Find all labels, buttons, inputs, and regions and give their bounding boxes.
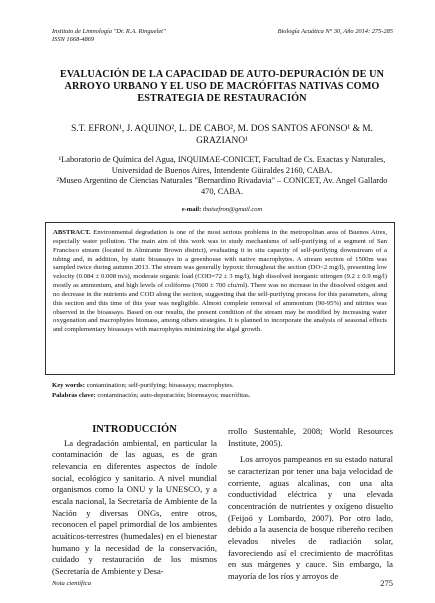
page-number: 275 [380,578,393,588]
journal-name: Instituto de Limnología "Dr. R.A. Ringuelet" [52,28,166,35]
palabras-clave [52,391,392,400]
running-header-right: Biología Acuática N° 30, Año 2014: 275-285 [277,28,393,35]
abstract-text: Environmental degradation is one of the most serious problems in the metropolitan area of Buenos Aires, especially water pollution. The main aim of this work was to study mechanisms of self-purifying of a segment of San Francisco stream (located in Almirante Brown district), evaluating it in situ capacity of self-purifying downstream of a tubing and, in addition, by static bioassays in a greenhouse with native macrophytes. A stream section of 1500m was sampled twice during autumn 2013. The stream was generally hypoxic throughout the section (DO<2 mg/l), presenting low velocity (0.084 ± 0.008 m/s), moderate organic load (COD=72 ± 3 mg/l), high dissolved inorganic nitrogen (9.2 ± 0.9 mg/l) mostly as ammonium, and high levels of coliforms (7600 ± 700 cfu/ml). There was no increase in the dissolved oxigen and no decrease in the nutrients and COD along the section, suggesting that the self-purifying process for this parameters, along this section and this time of this year was negligible. Almost complete removal of ammonium (90-95%) and nitrites was observed in the bioassays. Based on our results, the present condition of the stream may be modified by increasing water oxygenation and macrophytes biomass, among others strategies. It is planned to incorporate the analysis of seasonal effects and complementary bioassays with macrophytes minimizing the algal growth. [53,229,388,334]
running-header-left [52,28,166,45]
issn: ISSN 1668-4869 [52,36,95,44]
email-address[interactable]: thaisefron@gmail.com [202,206,263,213]
keywords-text: contamination; self-purifying; bioassays; macrophytes. [86,382,234,389]
contact-email [52,206,392,213]
authors: S.T. EFRON¹, J. AQUINO², L. DE CABO², M. DOS SANTOS AFONSO¹ & M. GRAZIANO¹ [71,124,373,146]
column-right [228,426,393,583]
abstract-label: ABSTRACT. [53,229,91,236]
palabras-text: contaminación; auto-depuración; bioensayos; macrófitas. [97,392,251,399]
paragraph-1: La degradación ambiental, en particular la contaminación de las aguas, es de gran relevancia en diferentes aspectos de índole social, ecológico y sanitario. A nivel mundial organismos como la ONU y la UNESCO, y a escala nacional, la Secretaría de Ambiente de la Nación y diversas ONGs, entre otros, reconocen el papel primordial de los ambientes acuáticos-terrestres (humedales) en el bienestar humano y la necesidad de la conservación, cuidado y restauración de los mismos (Secretaría de Ambiente y Desa- [52,437,217,576]
affiliations [52,155,392,197]
column-left [52,424,217,578]
keywords-label: Key words: [52,382,85,389]
abstract-box [45,222,395,375]
affiliation-2: ²Museo Argentino de Ciencias Naturales "Bernardino Rivadavia" – CONICET, Av. Angel Gallardo 470, CABA. [56,176,388,196]
email-label: e-mail: [181,206,202,213]
section-heading-introduccion: INTRODUCCIÓN [92,424,177,435]
paper-title: EVALUACIÓN DE LA CAPACIDAD DE AUTO-DEPURACIÓN DE UN ARROYO URBANO Y EL USO DE MACRÓFITAS NATIVAS COMO ESTRATEGIA DE RESTAURACIÓN [59,69,385,104]
affiliation-1: ¹Laboratorio de Química del Agua, INQUIMAE-CONICET, Facultad de Cs. Exactas y Naturales, Universidad de Buenos Aires, Intendente Güiraldes 2160, CABA. [58,155,386,175]
palabras-label: Palabras clave: [52,392,96,399]
footer-section-type: Nota científica [52,580,92,587]
paragraph-1-continued: rrollo Sustentable, 2008; World Resources Institute, 2005). [228,426,393,448]
keywords [52,381,392,390]
paragraph-2: Los arroyos pampeanos en su estado natural se caracterizan por tener una baja velocidad de corriente, aguas alcalinas, con una alta conductividad eléctrica y una elevada concentración de nutrientes y oxígeno disuelto (Feijoó y Lombardo, 2007). Por otro lado, debido a la ausencia de bosque ribereño reciben elevados niveles de radiación solar, favoreciendo así el crecimiento de macrófitas en sus márgenes y cauce. Sin embargo, la mayoría de los ríos y arroyos de [228,454,393,581]
